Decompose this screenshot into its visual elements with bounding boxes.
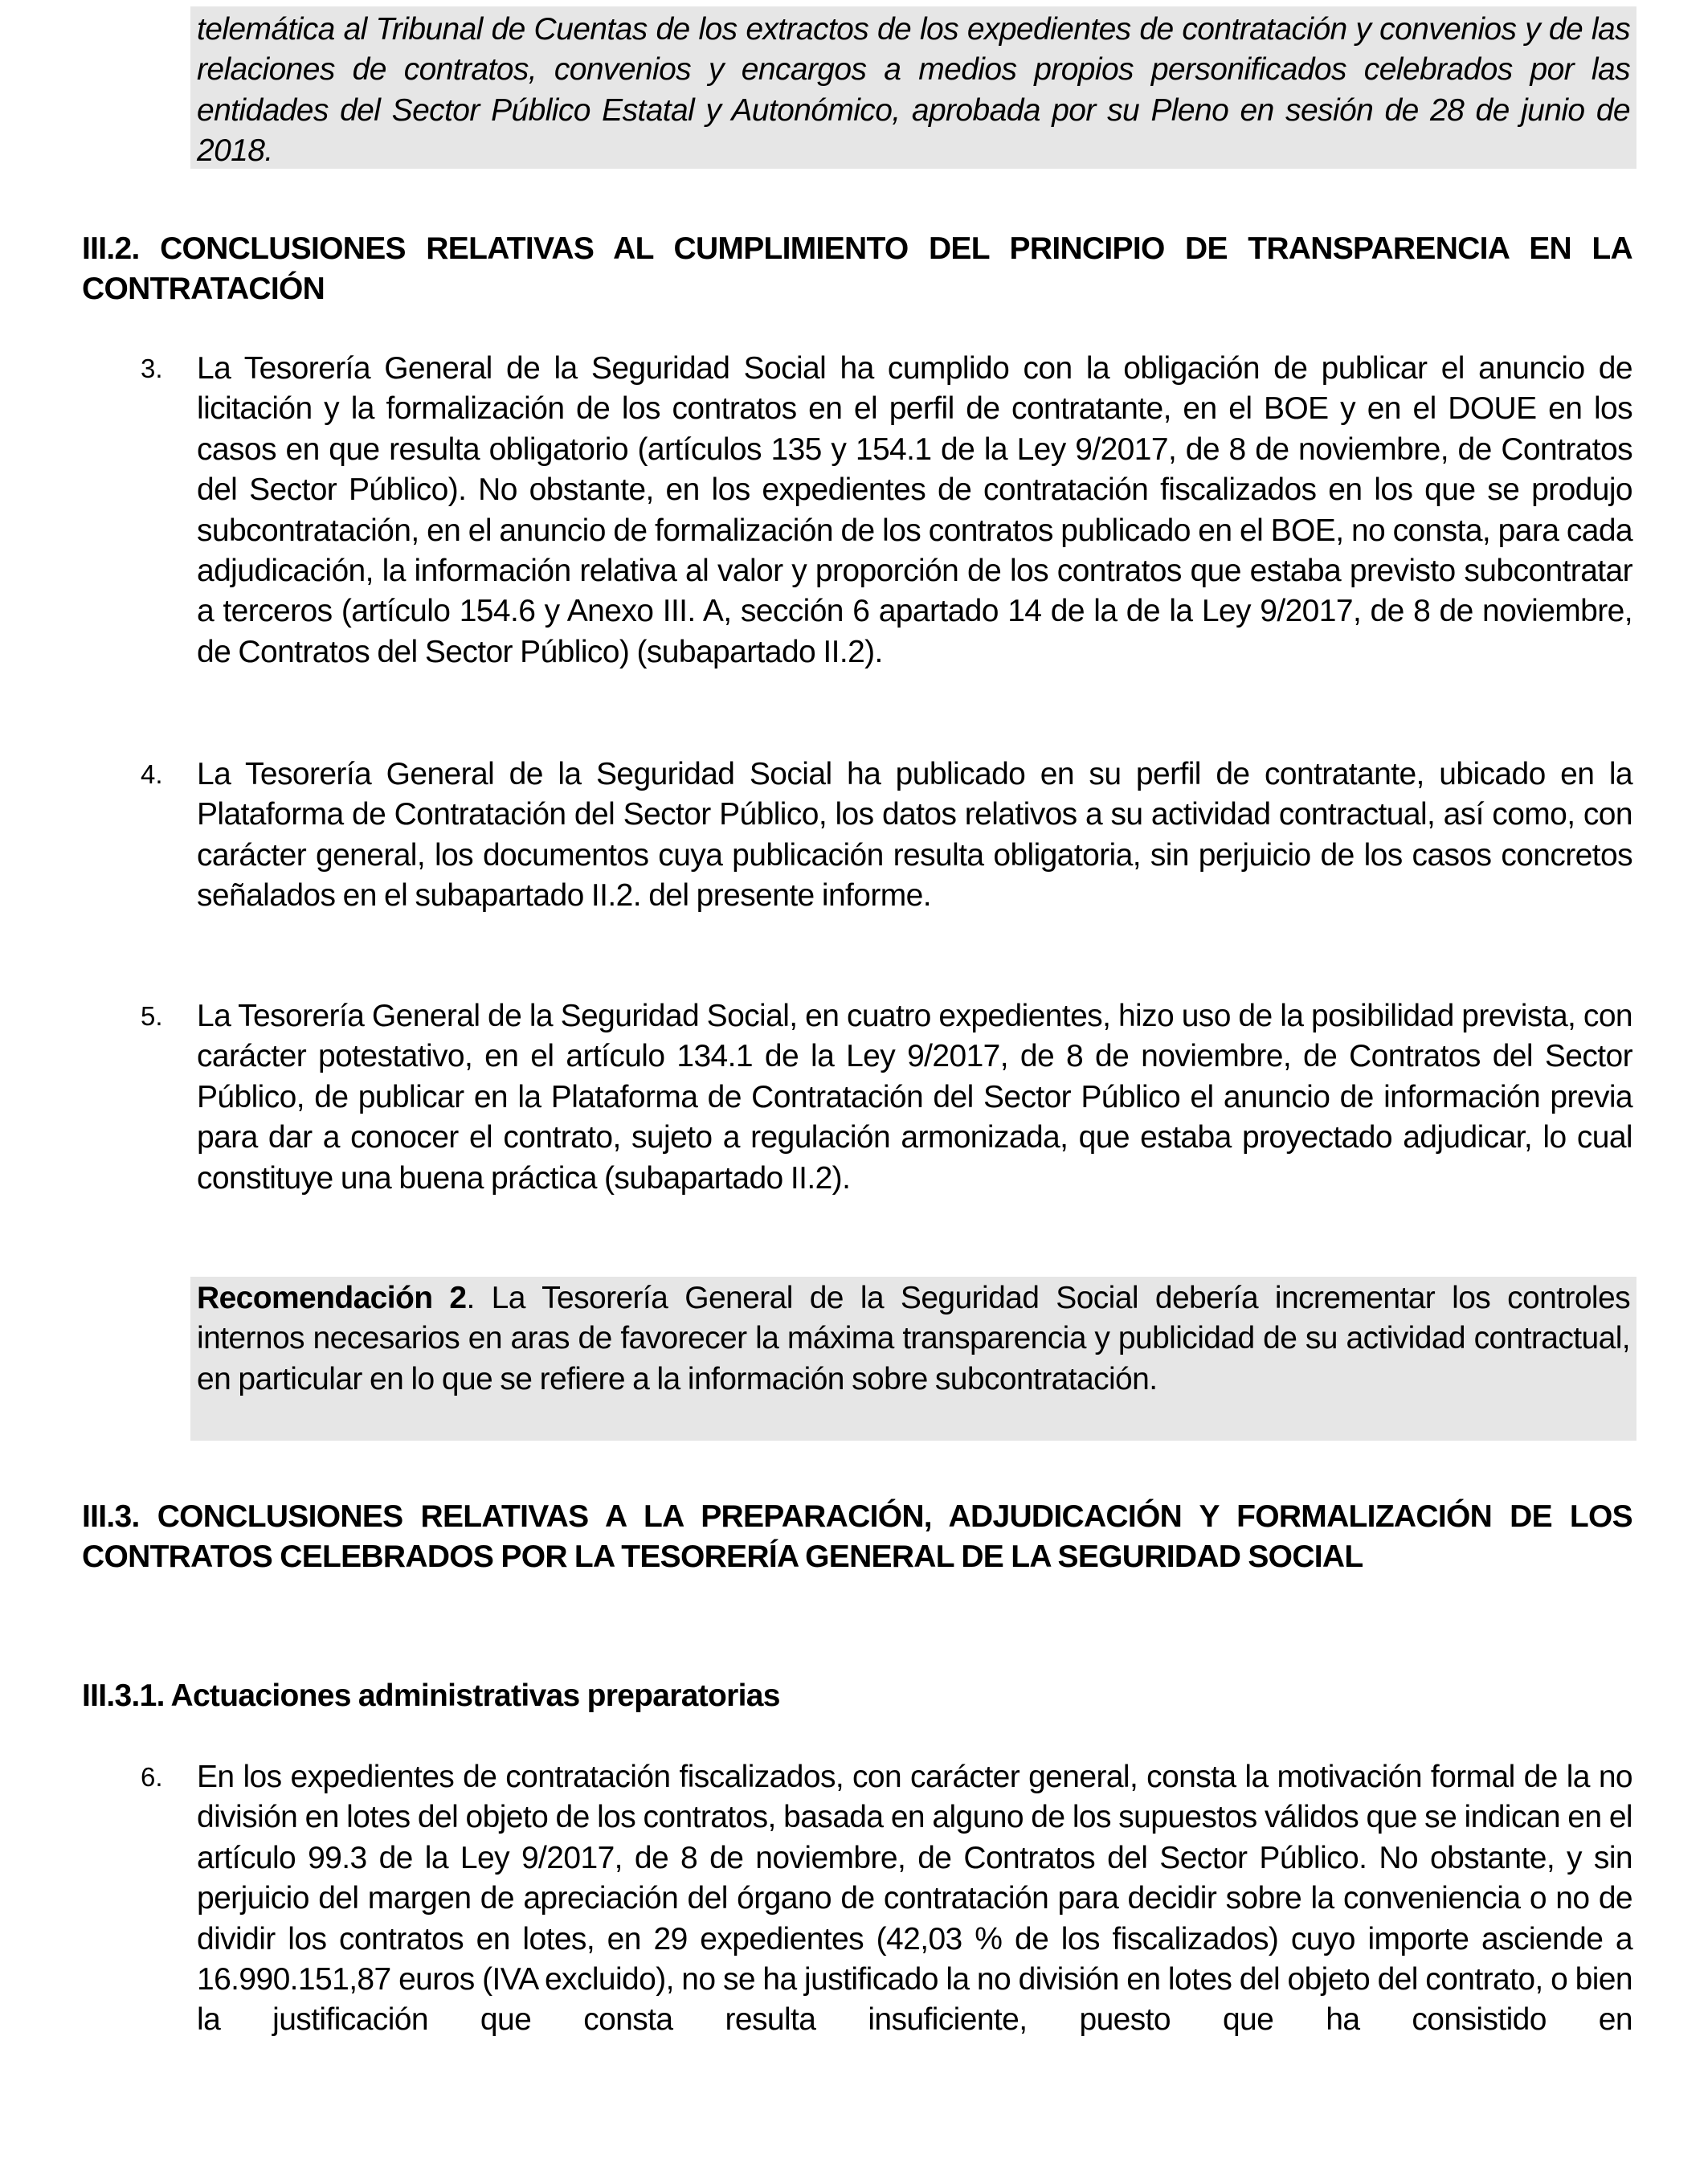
intro-text: telemática al Tribunal de Cuentas de los extractos de los expedientes de contratación y convenios y de las relaciones de contratos, convenios y encargos a medios propios personificados celebrados por las entidades del Sector Público Estatal y Autonómico, aprobada por su Pleno en sesión de 28 de junio de 2018.: [197, 12, 1630, 169]
item-number: 5.: [141, 1001, 163, 1031]
recommendation-text: [190, 1277, 1636, 1400]
subsection-heading-iii31: III.3.1. Actuaciones administrativas preparatorias: [82, 1678, 780, 1713]
recommendation-box: [190, 1277, 1636, 1441]
item-number: 3.: [141, 354, 163, 383]
item-text: La Tesorería General de la Seguridad Social, en cuatro expedientes, hizo uso de la posibilidad prevista, con carácter potestativo, en el artículo 134.1 de la Ley 9/2017, de 8 de noviembre, de Contratos del Sector Público, de publicar en la Plataforma de Contratación del Sector Público el anuncio de información previa para dar a conocer el contrato, sujeto a regulación armonizada, que estaba proyectado adjudicar, lo cual constituye una buena práctica (subapartado II.2).: [197, 999, 1632, 1196]
item-text: En los expedientes de contratación fiscalizados, con carácter general, consta la motivación formal de la no división en lotes del objeto de los contratos, basada en alguno de los supuestos válidos que se indican en el artículo 99.3 de la Ley 9/2017, de 8 de noviembre, de Contratos del Sector Público. No obstante, y sin perjuicio del margen de apreciación del órgano de contratación para decidir sobre la conveniencia o no de dividir los contratos en lotes, en 29 expedientes (42,03 % de los fiscalizados) cuyo importe asciende a 16.990.151,87 euros (IVA excluido), no se ha justificado la no división en lotes del objeto del contrato, o bien la justificación que consta resulta insuficiente, puesto que ha consistido en: [197, 1760, 1632, 2038]
recommendation-label: Recomendación 2: [197, 1281, 467, 1315]
section-heading-iii3: III.3. CONCLUSIONES RELATIVAS A LA PREPARACIÓN, ADJUDICACIÓN Y FORMALIZACIÓN DE LOS CONTRATOS CELEBRADOS POR LA TESORERÍA GENERAL DE LA SEGURIDAD SOCIAL: [82, 1499, 1632, 1575]
item-number: 4.: [141, 759, 163, 789]
section-heading-iii2: III.2. CONCLUSIONES RELATIVAS AL CUMPLIMIENTO DEL PRINCIPIO DE TRANSPARENCIA EN LA CONTRATACIÓN: [82, 231, 1632, 307]
item-number: 6.: [141, 1762, 163, 1792]
item-text: La Tesorería General de la Seguridad Social ha cumplido con la obligación de publicar el anuncio de licitación y la formalización de los contratos en el perfil de contratante, en el BOE y en el DOUE en los casos en que resulta obligatorio (artículos 135 y 154.1 de la Ley 9/2017, de 8 de noviembre, de Contratos del Sector Público). No obstante, en los expedientes de contratación fiscalizados en los que se produjo subcontratación, en el anuncio de formalización de los contratos publicado en el BOE, no consta, para cada adjudicación, la información relativa al valor y proporción de los contratos que estaba previsto subcontratar a terceros (artículo 154.6 y Anexo III. A, sección 6 apartado 14 de la de la Ley 9/2017, de 8 de noviembre, de Contratos del Sector Público) (subapartado II.2).: [197, 351, 1632, 669]
recommendation-body: . La Tesorería General de la Seguridad Social debería incrementar los controles internos necesarios en aras de favorecer la máxima transparencia y publicidad de su actividad contractual, en particular en lo que se refiere a la información sobre subcontratación.: [197, 1281, 1630, 1396]
intro-highlight-box: [190, 6, 1636, 169]
item-text: La Tesorería General de la Seguridad Social ha publicado en su perfil de contratante, ubicado en la Plataforma de Contratación del Sector Público, los datos relativos a su actividad contractual, así como, con carácter general, los documentos cuya publicación resulta obligatoria, sin perjuicio de los casos concretos señalados en el subapartado II.2. del presente informe.: [197, 757, 1632, 914]
